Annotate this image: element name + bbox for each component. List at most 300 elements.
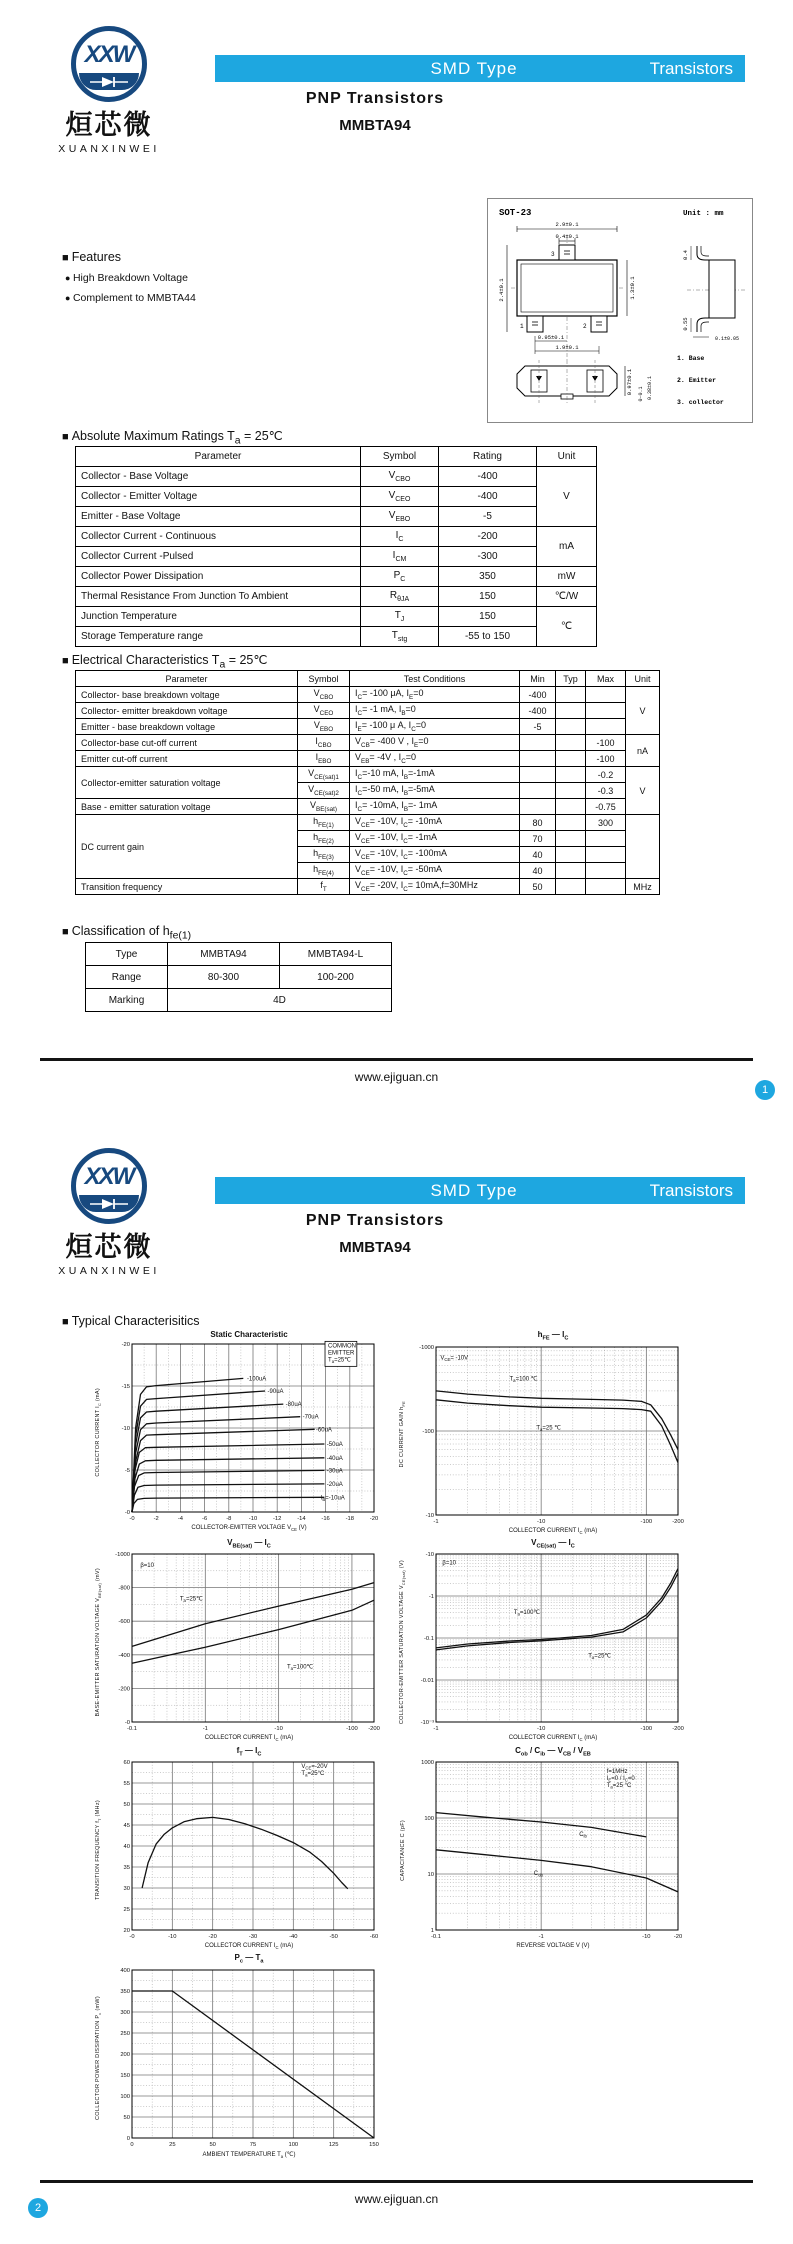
svg-text:-5: -5 <box>124 1468 130 1474</box>
svg-text:Ta=25℃: $T_a=25℃$ <box>588 1654 612 1661</box>
chart-series <box>142 1818 348 1889</box>
feature-item: ● High Breakdown Voltage <box>65 272 196 284</box>
svg-text:-1: -1 <box>433 1518 439 1525</box>
chart-hfe-vs-ic <box>396 1330 696 1535</box>
svg-text:0: 0 <box>126 2135 130 2142</box>
svg-text:-20: -20 <box>208 1934 217 1941</box>
dim-pin-width: 0.4±0.1 <box>555 233 579 240</box>
table-row <box>76 607 597 627</box>
svg-text:1: 1 <box>430 1928 434 1935</box>
table-cell: Collector Current - Continuous <box>76 527 361 547</box>
chart-y-axis-label: DC CURRENT GAIN $h_{FE}$ <box>399 1401 407 1468</box>
dim-pin-span: 1.9±0.1 <box>555 344 579 351</box>
chart-ft-vs-ic <box>92 1746 392 1951</box>
table-cell: Storage Temperature range <box>76 627 361 647</box>
table-row <box>76 799 660 815</box>
table-cell: Collector - Emitter Voltage <box>76 487 361 507</box>
title-pnp-transistors: PNP Transistors <box>305 90 445 107</box>
svg-text:45: 45 <box>123 1823 130 1830</box>
table-row <box>76 703 660 719</box>
footer-rule <box>40 2180 753 2183</box>
title-part-number: MMBTA94 <box>339 1239 411 1256</box>
svg-text:Ta=25℃: $T_a=25℃$ <box>179 1596 203 1604</box>
svg-text:-800: -800 <box>118 1585 130 1592</box>
table-cell: $T_{stg}$ <box>361 627 439 647</box>
table-cell <box>556 687 586 703</box>
table-cell <box>556 703 586 719</box>
logo-icon <box>71 1148 147 1224</box>
chart-series <box>132 1444 324 1512</box>
table-cell <box>586 847 626 863</box>
chart-x-axis-label: COLLECTOR-EMITTER VOLTAGE $V_{CE}$ (V) <box>191 1525 307 1533</box>
table-cell: -0.3 <box>586 783 626 799</box>
table-cell: V <box>537 467 597 527</box>
svg-text:-6: -6 <box>202 1516 208 1522</box>
svg-text:-0.01: -0.01 <box>420 1678 434 1685</box>
features-section <box>62 250 196 304</box>
chart-series <box>132 1601 374 1664</box>
header-bar <box>215 55 745 82</box>
svg-text:-1: -1 <box>538 1934 544 1941</box>
svg-text:30: 30 <box>123 1886 130 1893</box>
dim-lead-bottom: 0.55 <box>682 317 689 331</box>
table-cell: Collector Power Dissipation <box>76 567 361 587</box>
table-cell: $f_T$ <box>298 879 350 895</box>
table-cell: $I_{CBO}$ <box>298 735 350 751</box>
table-cell: -200 <box>439 527 537 547</box>
table-cell: -100 <box>586 751 626 767</box>
svg-text:-20: -20 <box>673 1934 683 1941</box>
svg-text:-0: -0 <box>124 1510 130 1516</box>
svg-text:-80uA: -80uA <box>285 1402 302 1409</box>
chart-title: $V_{BE(sat)}$ ― $I_C$ <box>227 1537 271 1550</box>
logo-icon <box>71 26 147 102</box>
svg-text:-12: -12 <box>273 1516 282 1522</box>
table-cell: $V_{CEO}$ <box>361 487 439 507</box>
table-cell: $V_{CE(sat)2}$ <box>298 783 350 799</box>
header-transistors: Transistors <box>649 1180 734 1200</box>
table-cell <box>556 735 586 751</box>
typical-characteristics-heading: ■ Typical Characterisitics <box>62 1314 200 1328</box>
table-cell: $I_{CM}$ <box>361 547 439 567</box>
svg-text:-1: -1 <box>428 1594 434 1601</box>
table-cell: $I_{EBO}$ <box>298 751 350 767</box>
chart-x-axis-label: COLLECTOR CURRENT $I_C$ (mA) <box>204 1943 294 1951</box>
chart-title: $h_{FE}$ ― $I_C$ <box>537 1330 569 1342</box>
table-cell: -300 <box>439 547 537 567</box>
table-cell: -400 <box>520 703 556 719</box>
svg-text:-40: -40 <box>289 1934 298 1941</box>
svg-text:-10: -10 <box>536 1518 546 1525</box>
svg-text:50: 50 <box>209 2141 216 2148</box>
svg-text:-1000: -1000 <box>115 1552 130 1559</box>
chart-x-axis-label: REVERSE VOLTAGE V (V) <box>516 1943 590 1950</box>
table-cell: 300 <box>586 815 626 831</box>
svg-text:-1: -1 <box>433 1726 439 1733</box>
chart-title: Static Characteristic <box>210 1330 288 1339</box>
dim-pkg-height: 0.97±0.1 <box>626 368 633 396</box>
table-cell: 40 <box>520 863 556 879</box>
table-cell: 350 <box>439 567 537 587</box>
svg-text:-2: -2 <box>153 1516 159 1522</box>
table-header-cell: Parameter <box>76 447 361 467</box>
classification-table <box>85 942 392 1012</box>
chart-x-axis-label: COLLECTOR CURRENT $I_C$ (mA) <box>508 1735 598 1743</box>
svg-text:-0.1: -0.1 <box>127 1726 137 1733</box>
table-row <box>76 751 660 767</box>
svg-text:VCE=-20V: $V_{CE}=-20V$ <box>301 1764 328 1771</box>
svg-text:150: 150 <box>369 2141 379 2148</box>
table-cell: $V_{CE}= -20V$, $I_C= 10mA,f=30MHz$ <box>350 879 520 895</box>
table-cell: $V_{EBO}$ <box>298 719 350 735</box>
dim-body-width: 2.9±0.1 <box>555 221 579 228</box>
table-cell: 50 <box>520 879 556 895</box>
table-cell: -400 <box>520 687 556 703</box>
footer-rule <box>40 1058 753 1061</box>
pin-number: 1 <box>520 323 524 330</box>
logo-text: XXW <box>84 1163 134 1190</box>
electrical-heading: ■ Electrical Characteristics $T_a$ = 25℃ <box>62 652 267 671</box>
table-cell: 150 <box>439 607 537 627</box>
svg-text:35: 35 <box>123 1865 130 1872</box>
diode-icon <box>79 73 139 90</box>
pin-number: 2 <box>583 323 587 330</box>
svg-text:-30uA: -30uA <box>326 1468 343 1475</box>
table-cell: Junction Temperature <box>76 607 361 627</box>
table-cell: $V_{CE}= -10V$, $I_C= -100mA$ <box>350 847 520 863</box>
table-cell: 150 <box>439 587 537 607</box>
pin-label-base: 1. Base <box>677 355 705 362</box>
logo-english: XUANXINWEI <box>58 1265 160 1277</box>
dim-body-height: 2.4±0.1 <box>498 278 505 302</box>
svg-text:40: 40 <box>123 1844 130 1851</box>
table-cell: Range <box>86 966 168 989</box>
table-cell: $V_{EB}= -4V$ , $I_C=0$ <box>350 751 520 767</box>
chart-series <box>132 1378 243 1512</box>
svg-text:-10: -10 <box>248 1516 258 1522</box>
table-cell: $P_C$ <box>361 567 439 587</box>
table-cell: $V_{CE}= -10V$, $I_C= -10mA$ <box>350 815 520 831</box>
svg-text:Ta=25 ℃: $T_a=25$ ℃ <box>536 1425 562 1432</box>
svg-text:Ta=100℃: $T_a=100℃$ <box>513 1610 541 1617</box>
svg-text:350: 350 <box>120 1988 130 1995</box>
table-cell: Collector- emitter breakdown voltage <box>76 703 298 719</box>
logo-chinese: 烜芯微 <box>65 1232 153 1262</box>
chart-canvas <box>106 1757 388 1943</box>
table-cell: V <box>626 767 660 815</box>
svg-text:1000: 1000 <box>421 1760 434 1767</box>
svg-text:IE=0 / IC=0: $I_E=0 / I_C=0$ <box>606 1776 635 1783</box>
svg-text:Ta=25℃: $T_a=25℃$ <box>328 1357 352 1364</box>
table-header-cell: Test Conditions <box>350 671 520 687</box>
table-cell: ℃ <box>537 607 597 647</box>
table-row <box>76 567 597 587</box>
table-row <box>76 527 597 547</box>
table-row <box>76 627 597 647</box>
dim-inner-height: 1.3±0.1 <box>629 276 636 300</box>
table-row <box>86 943 392 966</box>
table-cell <box>556 879 586 895</box>
table-cell <box>556 751 586 767</box>
svg-text:β=10: β=10 <box>442 1561 457 1568</box>
page-2 <box>0 1122 793 2244</box>
table-cell: $I_C= -10mA$, $I_B=-$ 1mA <box>350 799 520 815</box>
svg-text:-4: -4 <box>177 1516 183 1522</box>
header-smd-type: SMD Type <box>430 58 518 78</box>
svg-text:125: 125 <box>328 2141 339 2148</box>
table-row <box>76 815 660 831</box>
svg-text:-90uA: -90uA <box>267 1389 284 1396</box>
svg-text:60: 60 <box>123 1760 130 1767</box>
page-number-badge: 1 <box>755 1080 775 1100</box>
table-cell <box>556 831 586 847</box>
table-cell: nA <box>626 735 660 767</box>
table-cell: -5 <box>439 507 537 527</box>
table-cell <box>520 751 556 767</box>
chart-y-axis-label: TRANSITION FREQUENCY $f_T$ (MHz) <box>95 1800 103 1901</box>
svg-text:-100: -100 <box>346 1726 358 1733</box>
table-row <box>76 487 597 507</box>
table-cell: $R_{\theta JA}$ <box>361 587 439 607</box>
table-cell: mW <box>537 567 597 587</box>
svg-text:50: 50 <box>123 2114 130 2121</box>
svg-text:IB=-10uA: $I_B=-10uA$ <box>320 1495 345 1502</box>
svg-text:-10: -10 <box>121 1426 130 1432</box>
table-cell: $V_{BE(sat)}$ <box>298 799 350 815</box>
table-header-cell: Parameter <box>76 671 298 687</box>
svg-text:-10: -10 <box>168 1934 177 1941</box>
svg-text:20: 20 <box>123 1928 130 1935</box>
classification-heading: ■ Classification of $h_{fe(1)}$ <box>62 924 191 942</box>
svg-text:-20: -20 <box>369 1516 379 1522</box>
header-bar <box>215 1177 745 1204</box>
svg-text:-14: -14 <box>297 1516 306 1522</box>
table-cell: Transition frequency <box>76 879 298 895</box>
package-name: SOT-23 <box>499 208 532 218</box>
electrical-table <box>75 670 660 895</box>
svg-text:0: 0 <box>130 2141 134 2148</box>
chart-canvas <box>106 1965 388 2151</box>
title-part-number: MMBTA94 <box>339 117 411 134</box>
svg-text:-30: -30 <box>248 1934 258 1941</box>
table-row <box>86 989 392 1012</box>
footer <box>40 2180 753 2206</box>
table-cell: MHz <box>626 879 660 895</box>
svg-text:f=1MHz: f=1MHz <box>606 1769 628 1776</box>
svg-text:300: 300 <box>120 2009 130 2016</box>
svg-text:-15: -15 <box>121 1384 130 1390</box>
table-cell <box>626 815 660 879</box>
chart-canvas <box>410 1549 692 1735</box>
table-cell: Emitter - base breakdown voltage <box>76 719 298 735</box>
table-cell: 40 <box>520 847 556 863</box>
table-row <box>76 587 597 607</box>
svg-text:-100: -100 <box>640 1726 653 1733</box>
header-smd-type: SMD Type <box>430 1180 518 1200</box>
table-cell: -55 to 150 <box>439 627 537 647</box>
table-cell <box>556 799 586 815</box>
chart-x-axis-label: AMBIENT TEMPERATURE $T_a$ (℃) <box>202 2151 296 2160</box>
chart-canvas <box>410 1757 692 1943</box>
page-number-badge: 2 <box>28 2198 48 2218</box>
table-cell <box>586 863 626 879</box>
table-cell: -400 <box>439 487 537 507</box>
svg-text:-600: -600 <box>118 1619 130 1626</box>
svg-text:-60uA: -60uA <box>315 1427 332 1434</box>
chart-vbesat-vs-ic <box>92 1538 392 1743</box>
table-cell: $h_{FE(1)}$ <box>298 815 350 831</box>
svg-text:-100uA: -100uA <box>246 1376 267 1383</box>
svg-text:-100: -100 <box>422 1428 434 1435</box>
chart-y-axis-label: COLLECTOR CURRENT $I_C$ (mA) <box>95 1387 103 1477</box>
table-cell: $V_{CE(sat)1}$ <box>298 767 350 783</box>
chart-y-axis-label: COLLECTOR-EMITTER SATURATION VOLTAGE $V_{CE(sat)}$ (V) <box>399 1560 407 1725</box>
doc-title <box>150 1212 600 1256</box>
dim-pin-pitch: 0.95±0.1 <box>537 334 565 341</box>
svg-text:COMMON: COMMON <box>328 1343 357 1350</box>
chart-capacitance-vs-voltage <box>396 1746 696 1951</box>
svg-text:-60: -60 <box>369 1934 379 1941</box>
table-header-cell: Rating <box>439 447 537 467</box>
chart-x-axis-label: COLLECTOR CURRENT $I_C$ (mA) <box>508 1527 598 1535</box>
table-header-cell: Symbol <box>361 447 439 467</box>
chart-title: $C_{ob} / C_{ib}$ ― $V_{CB} / V_{EB}$ <box>515 1745 591 1758</box>
pin-label-collector: 3. collector <box>677 399 724 406</box>
svg-text:-100: -100 <box>640 1518 653 1525</box>
table-cell: Collector Current -Pulsed <box>76 547 361 567</box>
chart-canvas <box>410 1342 692 1528</box>
footer-url: www.ejiguan.cn <box>354 2192 439 2206</box>
svg-text:-1000: -1000 <box>419 1344 434 1351</box>
table-header-cell: Symbol <box>298 671 350 687</box>
svg-text:-8: -8 <box>226 1516 232 1522</box>
table-cell <box>556 815 586 831</box>
table-cell: Collector - Base Voltage <box>76 467 361 487</box>
table-cell <box>586 831 626 847</box>
svg-text:-16: -16 <box>321 1516 330 1522</box>
dim-foot-length: 0.38±0.1 <box>647 375 653 401</box>
table-cell: $h_{FE(4)}$ <box>298 863 350 879</box>
table-cell: Collector-base cut-off current <box>76 735 298 751</box>
table-header-cell: Max <box>586 671 626 687</box>
table-cell <box>556 847 586 863</box>
table-cell: $h_{FE(3)}$ <box>298 847 350 863</box>
svg-text:Ta=100℃: $T_a=100℃$ <box>286 1664 314 1672</box>
table-cell: Emitter cut-off current <box>76 751 298 767</box>
svg-text:Ta=25 °C: $T_a=25$ °C <box>606 1783 632 1790</box>
table-cell: -5 <box>520 719 556 735</box>
svg-text:Cib: $C_{ib}$ <box>579 1832 587 1839</box>
dim-lead-thickness: 0.1±0.05 <box>714 336 740 342</box>
svg-text:-20: -20 <box>121 1342 130 1348</box>
table-cell: Base - emitter saturation voltage <box>76 799 298 815</box>
table-cell: -100 <box>586 735 626 751</box>
chart-title: $f_T$ ― $I_C$ <box>236 1745 262 1758</box>
table-cell <box>520 735 556 751</box>
svg-text:-18: -18 <box>345 1516 354 1522</box>
table-cell: $V_{EBO}$ <box>361 507 439 527</box>
table-cell <box>556 783 586 799</box>
svg-text:250: 250 <box>120 2030 130 2037</box>
table-cell: mA <box>537 527 597 567</box>
chart-title: $P_c$ ― $T_a$ <box>234 1953 264 1965</box>
table-cell: 80-300 <box>168 966 280 989</box>
diode-icon <box>79 1195 139 1212</box>
svg-text:β=10: β=10 <box>140 1563 154 1570</box>
title-pnp-transistors: PNP Transistors <box>305 1212 445 1229</box>
svg-text:-200: -200 <box>672 1518 684 1525</box>
chart-y-axis-label: COLLECTOR POWER DISSIPATION $P_c$ (mW) <box>95 1995 103 2120</box>
svg-text:-200: -200 <box>672 1726 684 1733</box>
svg-text:-200: -200 <box>118 1686 130 1693</box>
svg-text:-20uA: -20uA <box>326 1481 343 1488</box>
svg-text:-0: -0 <box>129 1516 135 1522</box>
chart-y-axis-label: CAPACITANCE C (pF) <box>400 1819 406 1881</box>
table-cell <box>586 703 626 719</box>
table-cell: 4D <box>168 989 392 1012</box>
table-cell: -400 <box>439 467 537 487</box>
table-cell <box>520 783 556 799</box>
table-cell: -0.2 <box>586 767 626 783</box>
svg-text:10: 10 <box>427 1872 434 1879</box>
svg-text:-10: -10 <box>642 1934 651 1941</box>
table-cell <box>520 767 556 783</box>
svg-text:-0: -0 <box>124 1720 130 1727</box>
table-cell: $V_{CE}= -10V$, $I_C= -1mA$ <box>350 831 520 847</box>
dim-lead-top: 0.4 <box>682 250 689 260</box>
footer-url: www.ejiguan.cn <box>354 1070 439 1084</box>
header-transistors: Transistors <box>649 58 734 78</box>
table-cell <box>556 767 586 783</box>
table-cell: $V_{CE}= -10V$, $I_C= -50mA$ <box>350 863 520 879</box>
table-cell: Collector- base breakdown voltage <box>76 687 298 703</box>
table-cell: Collector-emitter saturation voltage <box>76 767 298 799</box>
table-cell: MMBTA94-L <box>280 943 392 966</box>
table-cell <box>586 687 626 703</box>
table-cell: $I_C= -100$ μA, $I_E=0$ <box>350 687 520 703</box>
table-row <box>76 507 597 527</box>
table-cell: Thermal Resistance From Junction To Ambient <box>76 587 361 607</box>
table-cell: $T_J$ <box>361 607 439 627</box>
table-row <box>76 767 660 783</box>
table-row <box>76 879 660 895</box>
table-cell: V <box>626 687 660 735</box>
svg-text:200: 200 <box>120 2051 130 2058</box>
chart-y-axis-label: BASE-EMITTER SATURATION VOLTAGE $V_{BE(sat)}$ (mV) <box>95 1568 103 1717</box>
table-cell: $h_{FE(2)}$ <box>298 831 350 847</box>
svg-text:400: 400 <box>120 1967 130 1974</box>
table-cell: Marking <box>86 989 168 1012</box>
table-cell <box>556 719 586 735</box>
table-row <box>76 687 660 703</box>
svg-text:EMITTER: EMITTER <box>328 1350 355 1357</box>
chart-series <box>132 1497 324 1512</box>
table-header-cell: Unit <box>537 447 597 467</box>
dim-standoff: 0-0.1 <box>638 386 644 402</box>
table-cell <box>520 799 556 815</box>
chart-canvas <box>106 1339 388 1525</box>
svg-text:-400: -400 <box>118 1653 130 1660</box>
abs-max-heading: ■ Absolute Maximum Ratings $T_a$ = 25℃ <box>62 428 283 447</box>
svg-text:-10: -10 <box>274 1726 283 1733</box>
table-cell: $I_E= -100$ μ A, $I_C=0$ <box>350 719 520 735</box>
table-row <box>76 735 660 751</box>
table-header-cell: Typ <box>556 671 586 687</box>
svg-text:Ta=100 ℃: $T_a=100$ ℃ <box>509 1376 538 1383</box>
table-cell: $V_{CB}= -400$ V , $I_E=0$ <box>350 735 520 751</box>
svg-text:-10: -10 <box>536 1726 546 1733</box>
doc-title <box>150 90 600 134</box>
